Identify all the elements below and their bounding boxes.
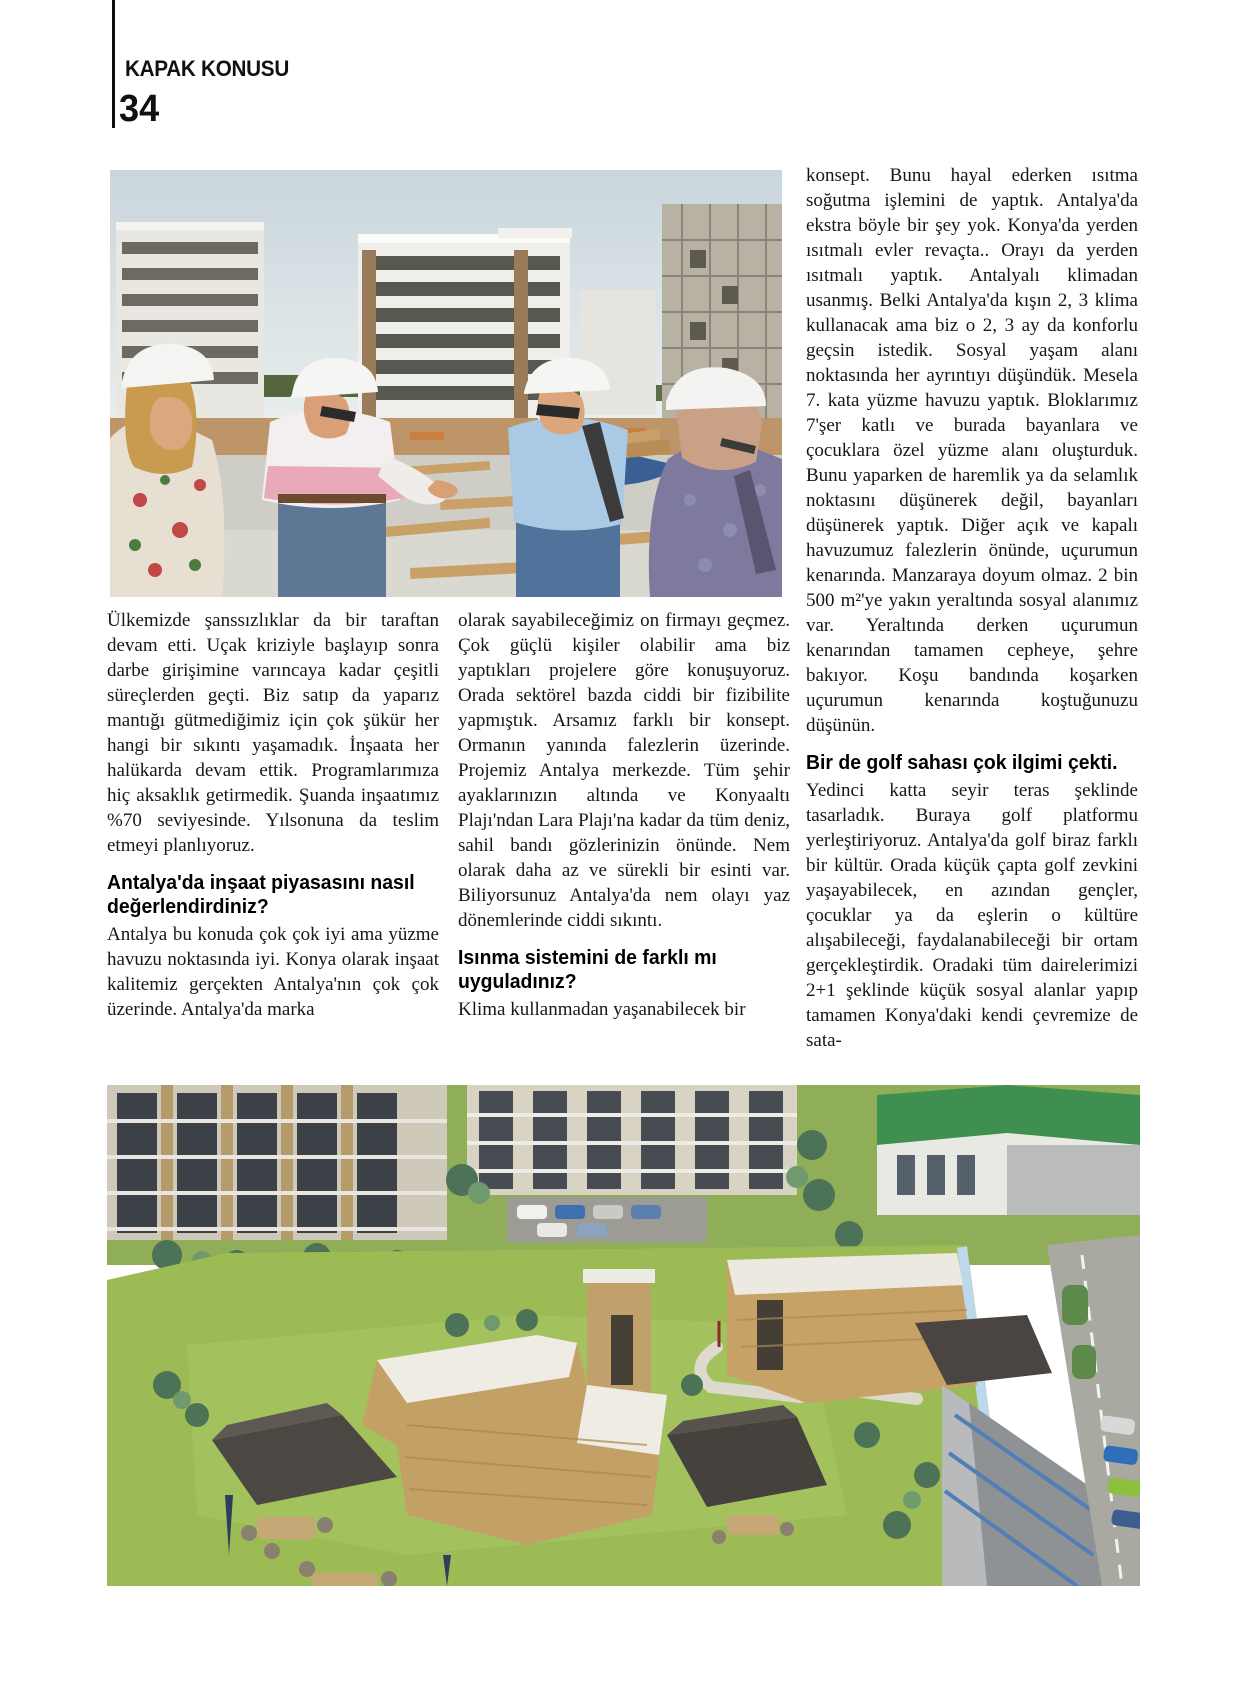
- column-right: [806, 163, 1138, 1053]
- column-middle: [458, 608, 790, 1022]
- paragraph: Yedinci katta seyir teras şeklinde tasarladık. Buraya golf platformu yerleştiriyoruz. Antalya'da golf biraz farklı bir kültür. Orada küçük çapta golf zevkini yaşayabilecek, en azından gençler, çocuklar ya da eşlerin o kültüre alışabileceği, faydalanabileceği bir ortam gerçekleştirdik. Oradaki tüm dairelerimizi 2+1 şeklinde küçük sosyal alanlar yapıp tamamen Konya'daki kendi çevremize de sata-: [806, 780, 1138, 1051]
- paragraph: Antalya bu konuda çok çok iyi ama yüzme havuzu noktasında iyi. Konya olarak inşaat kalitemiz gerçekten Antalya'nın çok çok üzerinde. Antalya'da marka: [107, 924, 439, 1020]
- green-roof-building: [877, 1085, 1140, 1215]
- apartment-facade-middle: [467, 1085, 797, 1195]
- apartment-facade-left: [107, 1085, 447, 1240]
- aerial-render-image: [107, 1085, 1140, 1586]
- page-number: 34: [119, 88, 160, 130]
- question-heading: Isınma sistemini de farklı mı uyguladınız?: [458, 947, 717, 993]
- belt: [278, 494, 386, 503]
- paragraph: olarak sayabileceğimiz on firmayı geçmez. Çok güçlü kişiler olabilir ama biz yaptıkları projelere göre konuşuyoruz. Orada sektörel bazda ciddi bir fizibilite yapmıştık. Arsamız farklı bir konsept. Ormanın yanında falezlerin üzerinde. Projemiz Antalya merkezde. Tüm şehir ayaklarınızın altında ve Konyaaltı Plajı'ndan Lara Plajı'na kadar da tüm deniz, sahil bandı gözlerinizin önünde. Nem olarak daha az ve sürekli bir esinti var. Biliyorsunuz Antalya'da nem olayı yaz dönemlerinde ciddi sıkıntı.: [458, 610, 790, 931]
- aerial-render-graphic: [107, 1085, 1140, 1586]
- paragraph: Klima kullanmadan yaşanabilecek bir: [458, 999, 746, 1020]
- header-vertical-rule: [112, 0, 115, 128]
- construction-site-photo-graphic: [110, 170, 782, 597]
- face: [150, 397, 193, 450]
- woman-right-back: [649, 367, 782, 597]
- section-label: KAPAK KONUSU: [125, 56, 289, 81]
- column-left: [107, 608, 439, 1022]
- paragraph: konsept. Bunu hayal ederken ısıtma soğutma işlemini de yaptık. Antalya'da ekstra böyle bir şey yok. Konya'da yerden ısıtmalı evler revaçta.. Orayı da yerden ısıtmalı yaptık. Antalyalı klimadan usanmış. Belki Antalya'da kışın 2, 3 klima kullanacak ama biz o 2, 3 ay da konforlu geçsin istedik. Sosyal yaşam alanı noktasında her ayrıntıyı düşündük. Mesela 7. kata yüzme havuzu yaptık. Bloklarımız 7'şer katlı ve burada bayanlara ve çocuklara özel yüzme alanı oluşturduk. Bunu yaparken de haremlik ya da selamlık noktasını düşünerek değil, bayanları düşünerek yaptık. Diğer açık ve kapalı havuzumuz falezlerin önünde, uçurumun kenarında. Manzaraya doyum olmaz. 2 bin 500 m²'ye yakın yeraltında sosyal alanımız var. Yeraltında derken uçurumun kenarından tamamen cepheye, şehre bakıyor. Koşu bandında koşarken uçurumun kenarında koştuğunuzu düşünün.: [806, 165, 1138, 736]
- parking-area: [507, 1197, 707, 1242]
- question-heading: Bir de golf sahası çok ilgimi çekti.: [806, 752, 1118, 774]
- jeans: [278, 500, 386, 597]
- construction-site-photo: [110, 170, 782, 597]
- paragraph: Ülkemizde şanssızlıklar da bir taraftan devam etti. Uçak kriziyle başlayıp sonra darbe girişimine varıncaya kadar çeşitli süreçlerden geçti. Biz satıp da yaparız mantığı gütmediğimiz için çok şükür her hangi bir sıkıntı yaşamadık. İnşaata her halükarda devam ettik. Programlarımıza hiç aksaklık getirmedik. Şuanda inşaatımız %70 seviyesinde. Yılsonuna da teslim etmeyi planlıyoruz.: [107, 610, 439, 856]
- question-heading: Antalya'da inşaat piyasasını nasıl değerlendirdiniz?: [107, 872, 415, 918]
- building-back: [580, 290, 656, 415]
